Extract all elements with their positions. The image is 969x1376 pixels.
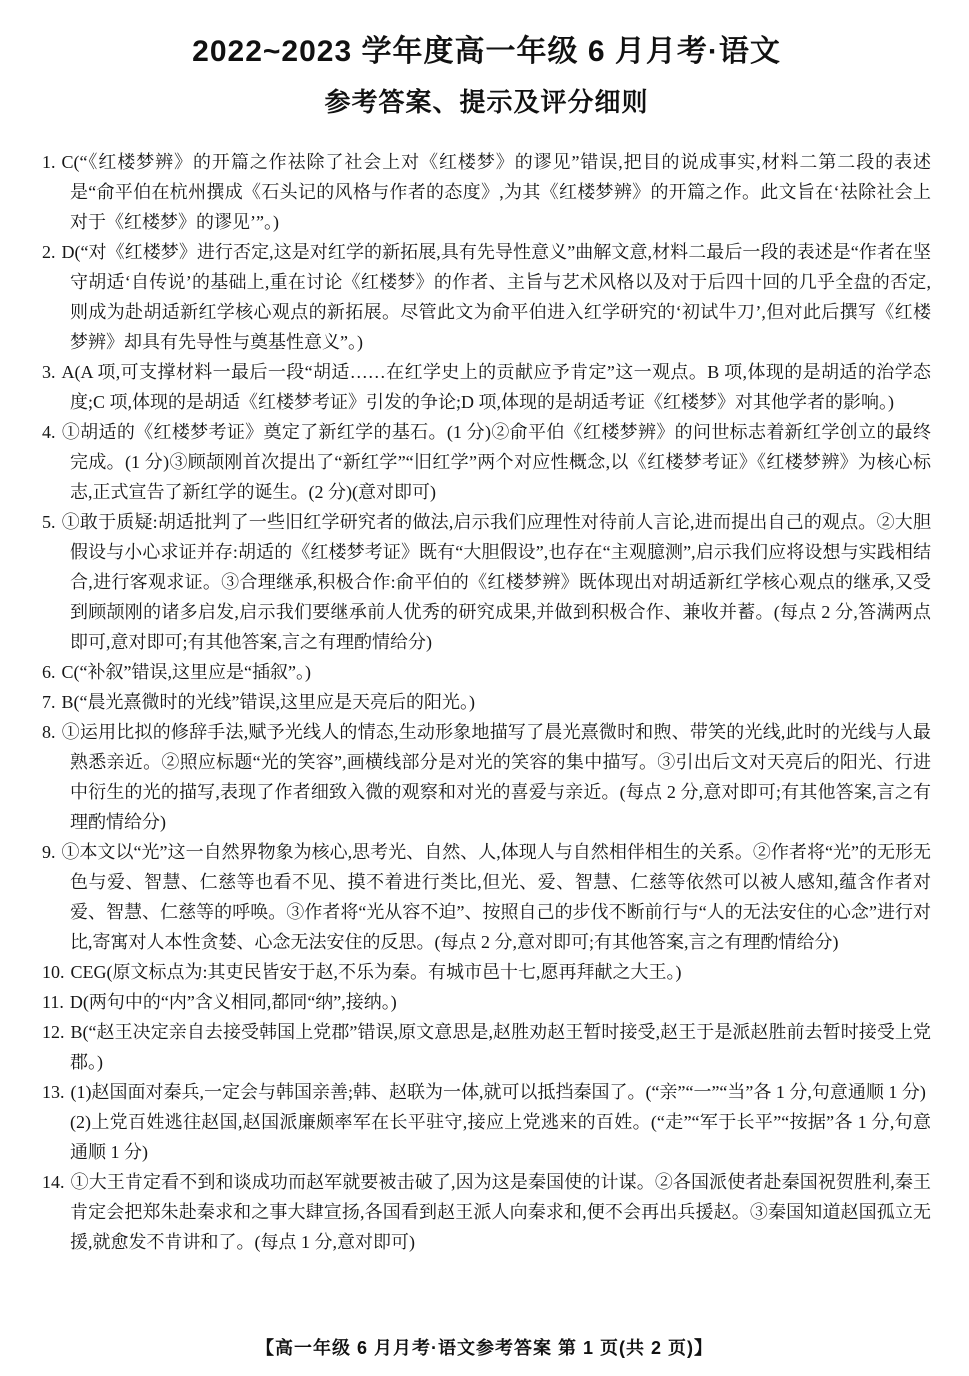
answer-text: A(A 项,可支撑材料一最后一段“胡适……在红学史上的贡献应予肯定”这一观点。B 项,体现的是胡适的治学态度;C 项,体现的是胡适《红楼梦考证》引发的争论;D 项,体现的是胡适考证《红楼梦》对其他学者的影响。) [61,362,931,412]
answer-number: 8. [42,722,56,742]
answer-text: D(两句中的“内”含义相同,都同“纳”,接纳。) [69,992,397,1012]
answers-list [42,147,931,1257]
answer-text: ①大王肯定看不到和谈成功而赵军就要被击破了,因为这是秦国使的计谋。②各国派使者赴秦国祝贺胜利,秦王肯定会把郑朱赴秦求和之事大肆宣扬,各国看到赵王派人向秦求和,便不会再出兵援赵。③秦国知道赵国孤立无援,就愈发不肯讲和了。(每点 1 分,意对即可) [70,1172,931,1252]
answer-item-14 [42,1167,931,1257]
answer-number: 3. [42,362,56,382]
answer-number: 10. [42,962,65,982]
answer-item-9 [42,837,931,957]
answer-item-13 [42,1077,931,1167]
answer-text: C(“补叙”错误,这里应是“插叙”。) [61,662,311,682]
answer-item-6 [42,657,931,687]
answer-number: 14. [42,1172,65,1192]
document-header [42,26,931,119]
answer-number: 2. [42,242,56,262]
answer-item-3 [42,357,931,417]
answer-text: C(“《红楼梦辨》的开篇之作祛除了社会上对《红楼梦》的谬见”错误,把目的说成事实,材料二第二段的表述是“俞平伯在杭州撰成《石头记的风格与作者的态度》,为其《红楼梦辨》的开篇之作。此文旨在‘祛除社会上对于《红楼梦》的谬见’”。) [61,152,931,232]
answer-text: ①运用比拟的修辞手法,赋予光线人的情态,生动形象地描写了晨光熹微时和煦、带笑的光线,此时的光线与人最熟悉亲近。②照应标题“光的笑容”,画横线部分是对光的笑容的集中描写。③引出后文对天亮后的阳光、行进中衍生的光的描写,表现了作者细致入微的观察和对光的喜爱与亲近。(每点 2 分,意对即可;有其他答案,言之有理酌情给分) [61,722,931,832]
answer-text: CEG(原文标点为:其吏民皆安于赵,不乐为秦。有城市邑十七,愿再拜献之大王。) [70,962,682,982]
answer-part-2: (2)上党百姓逃往赵国,赵国派廉颇率军在长平驻守,接应上党逃来的百姓。(“走”“军于长平”“按据”各 1 分,句意通顺 1 分) [70,1112,931,1162]
answer-text: B(“晨光熹微时的光线”错误,这里应是天亮后的阳光。) [61,692,475,712]
answer-part-1: (1)赵国面对秦兵,一定会与韩国亲善;韩、赵联为一体,就可以抵挡秦国了。(“亲”“一”“当”各 1 分,句意通顺 1 分) [70,1082,926,1102]
answer-text: ①本文以“光”这一自然界物象为核心,思考光、自然、人,体现人与自然相伴相生的关系。②作者将“光”的无形无色与爱、智慧、仁慈等也看不见、摸不着进行类比,但光、爱、智慧、仁慈等依然可以被人感知,蕴含作者对爱、智慧、仁慈等的呼唤。③作者将“光从容不迫”、按照自己的步伐不断前行与“人的无法安住的心念”进行对比,寄寓对人本性贪婪、心念无法安住的反思。(每点 2 分,意对即可;有其他答案,言之有理酌情给分) [61,842,931,952]
answer-item-11 [42,987,931,1017]
answer-item-8 [42,717,931,837]
answer-item-1 [42,147,931,237]
answer-text: B(“赵王决定亲自去接受韩国上党郡”错误,原文意思是,赵胜劝赵王暂时接受,赵王于是派赵胜前去暂时接受上党郡。) [70,1022,931,1072]
page-footer-text: 【高一年级 6 月月考·语文参考答案 第 1 页(共 2 页)】 [255,1338,714,1358]
answer-text: ①敢于质疑:胡适批判了一些旧红学研究者的做法,启示我们应理性对待前人言论,进而提出自己的观点。②大胆假设与小心求证并存:胡适的《红楼梦考证》既有“大胆假设”,也存在“主观臆测”,启示我们应将设想与实践相结合,进行客观求证。③合理继承,积极合作:俞平伯的《红楼梦辨》既体现出对胡适新红学核心观点的继承,又受到顾颉刚的诸多启发,启示我们要继承前人优秀的研究成果,并做到积极合作、兼收并蓄。(每点 2 分,答满两点即可,意对即可;有其他答案,言之有理酌情给分) [61,512,931,652]
answer-item-10 [42,957,931,987]
answer-number: 11. [42,992,64,1012]
answer-number: 4. [42,422,56,442]
answer-text: ①胡适的《红楼梦考证》奠定了新红学的基石。(1 分)②俞平伯《红楼梦辨》的问世标志着新红学创立的最终完成。(1 分)③顾颉刚首次提出了“新红学”“旧红学”两个对应性概念,以《红楼梦考证》《红楼梦辨》为核心标志,正式宣告了新红学的诞生。(2 分)(意对即可) [61,422,931,502]
answer-item-4 [42,417,931,507]
answer-number: 7. [42,692,56,712]
answer-number: 5. [42,512,56,532]
answer-item-7 [42,687,931,717]
document-footer [0,1334,969,1360]
answer-number: 13. [42,1082,65,1102]
answer-number: 9. [42,842,56,862]
answer-text: D(“对《红楼梦》进行否定,这是对红学的新拓展,具有先导性意义”曲解文意,材料二最后一段的表述是“作者在坚守胡适‘自传说’的基础上,重在讨论《红楼梦》的作者、主旨与艺术风格以及对于后四十回的几乎全盘的否定,则成为赴胡适新红学核心观点的新拓展。尽管此文为俞平伯进入红学研究的‘初试牛刀’,但对此后撰写《红楼梦辨》却具有先导性与奠基性意义”。) [61,242,931,352]
answer-number: 12. [42,1022,65,1042]
page-title: 2022~2023 学年度高一年级 6 月月考·语文 [192,35,781,68]
answer-number: 6. [42,662,56,682]
answer-item-12 [42,1017,931,1077]
answer-number: 1. [42,152,56,172]
answer-item-2 [42,237,931,357]
answer-item-5 [42,507,931,657]
page-subtitle: 参考答案、提示及评分细则 [324,87,649,117]
